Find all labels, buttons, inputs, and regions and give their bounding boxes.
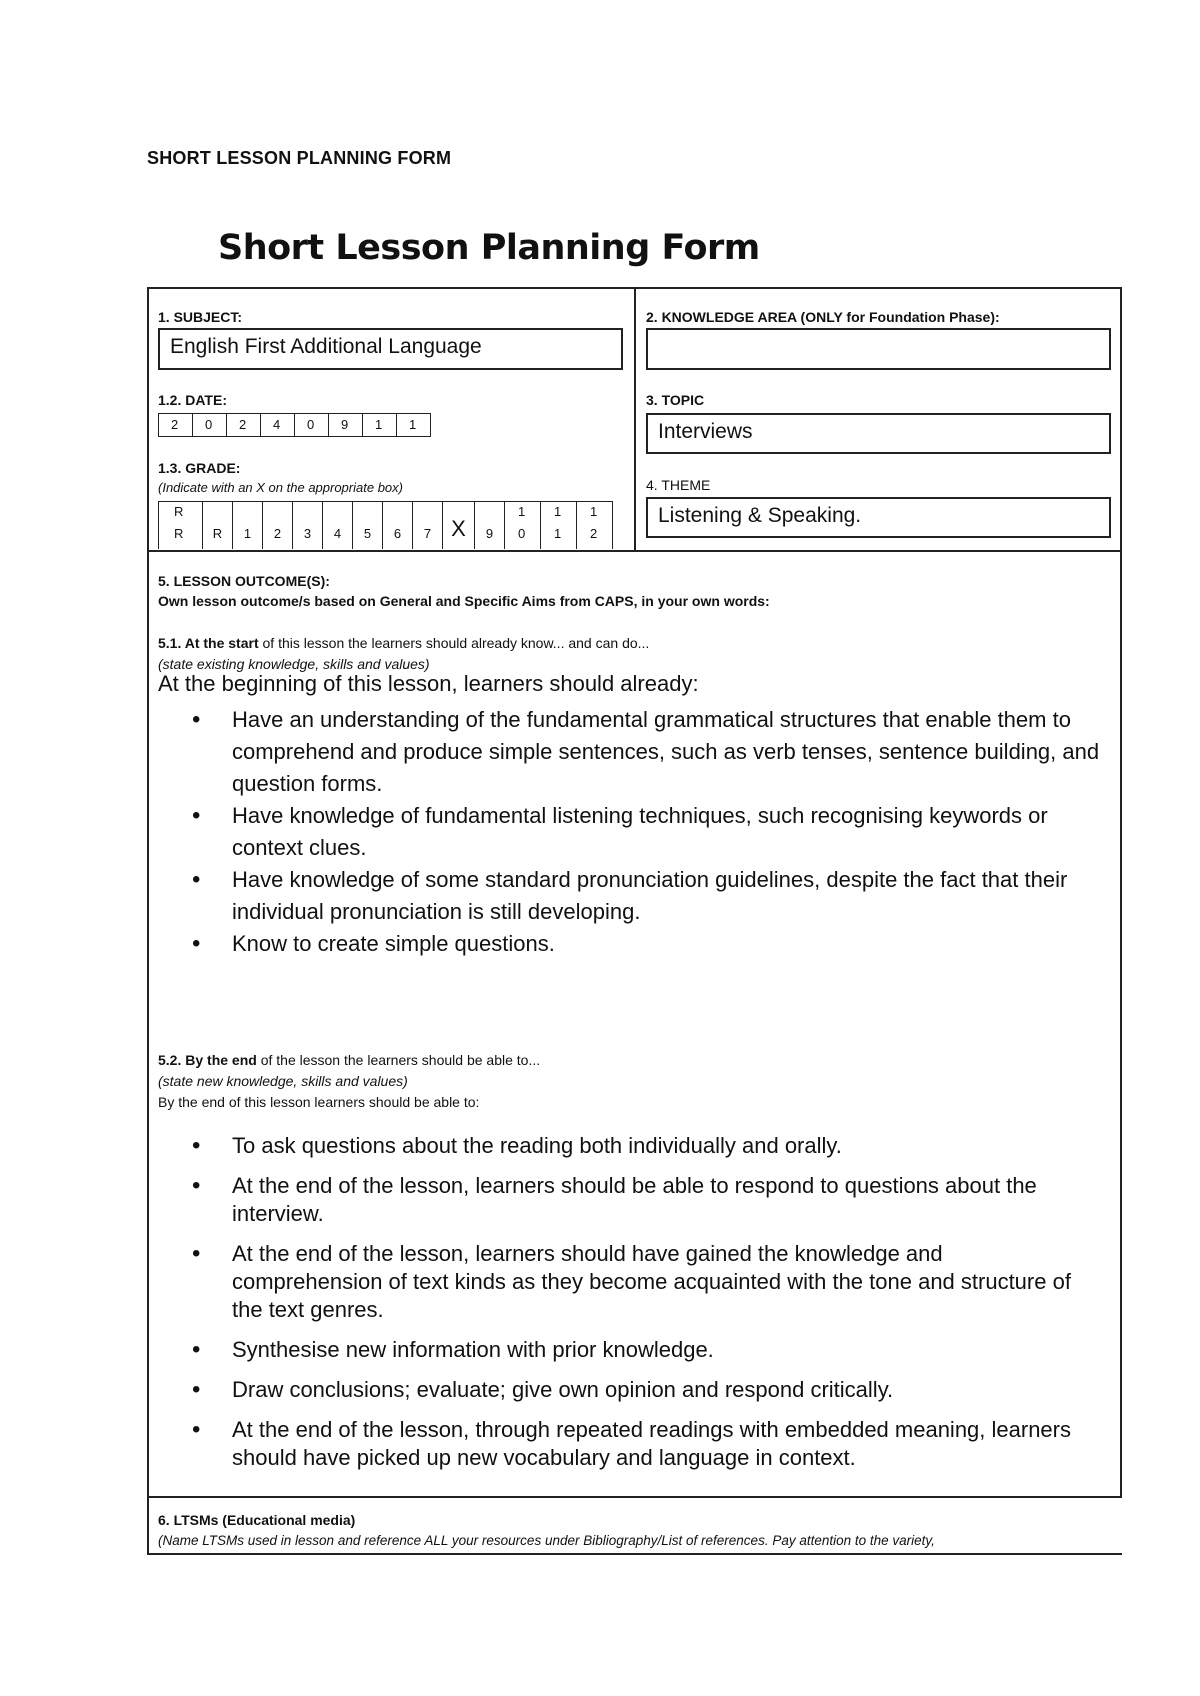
date-digit[interactable]: 9 xyxy=(329,414,363,436)
ltsm-label: 6. LTSMs (Educational media) xyxy=(158,1512,356,1528)
date-digit[interactable]: 1 xyxy=(397,414,431,436)
theme-field[interactable]: Listening & Speaking. xyxy=(646,497,1111,538)
subject-field[interactable]: English First Additional Language xyxy=(158,328,623,370)
row-divider-2 xyxy=(147,1496,1122,1498)
ltsm-hint: (Name LTSMs used in lesson and reference ALL your resources under Bibliography/List of references. Pay attention to the variety, xyxy=(158,1533,935,1548)
date-digit[interactable]: 4 xyxy=(261,414,295,436)
lesson-outcomes-sublabel: Own lesson outcome/s based on General and Specific Aims from CAPS, in your own words: xyxy=(158,593,770,609)
grade-cell[interactable]: 1 2 xyxy=(577,502,613,549)
list-item: • Synthesise new information with prior knowledge. xyxy=(160,1336,1080,1364)
grade-cell[interactable]: 1 xyxy=(233,502,263,549)
start-outcome-intro: At the beginning of this lesson, learners should already: xyxy=(158,671,699,696)
grade-hint: (Indicate with an X on the appropriate box) xyxy=(158,480,403,495)
table-bottom-border xyxy=(147,1553,1122,1555)
grade-cell-selected[interactable]: X xyxy=(443,502,475,549)
list-item: • At the end of the lesson, learners should have gained the knowledge and comprehension of text kinds as they become acquainted with the tone and structure of the text genres. xyxy=(160,1240,1080,1324)
grade-cell[interactable]: 9 xyxy=(475,502,505,549)
grade-cell[interactable]: 4 xyxy=(323,502,353,549)
grade-label: 1.3. GRADE: xyxy=(158,460,241,476)
knowledge-area-label: 2. KNOWLEDGE AREA (ONLY for Foundation Phase): xyxy=(646,309,1000,325)
row-divider-1 xyxy=(147,550,1122,552)
list-item: • Have knowledge of fundamental listening techniques, such recognising keywords or context clues. xyxy=(160,800,1110,864)
end-outcome-list xyxy=(160,1132,1080,1484)
table-right-border xyxy=(1120,287,1122,1497)
list-item: • At the end of the lesson, learners should be able to respond to questions about the interview. xyxy=(160,1172,1080,1228)
start-outcome-heading: 5.1. At the start of this lesson the learners should already know... and can do... xyxy=(158,635,650,651)
start-outcome-list xyxy=(160,704,1110,960)
theme-label: 4. THEME xyxy=(646,477,711,493)
grade-cell[interactable]: 5 xyxy=(353,502,383,549)
document-heading: SHORT LESSON PLANNING FORM xyxy=(147,148,452,168)
date-digit[interactable]: 0 xyxy=(295,414,329,436)
grade-boxes[interactable] xyxy=(158,501,613,549)
date-label: 1.2. DATE: xyxy=(158,392,227,408)
grade-cell[interactable]: 1 0 xyxy=(505,502,541,549)
list-item: • Know to create simple questions. xyxy=(160,928,1110,960)
end-outcome-intro: By the end of this lesson learners should be able to: xyxy=(158,1094,480,1110)
grade-cell[interactable]: 3 xyxy=(293,502,323,549)
table-middle-divider xyxy=(634,287,636,551)
topic-field[interactable]: Interviews xyxy=(646,413,1111,454)
grade-cell[interactable]: 1 1 xyxy=(541,502,577,549)
start-outcome-hint: (state existing knowledge, skills and values) xyxy=(158,656,430,672)
lesson-plan-form xyxy=(147,287,1122,1554)
subject-label: 1. SUBJECT: xyxy=(158,309,243,325)
grade-cell[interactable]: 7 xyxy=(413,502,443,549)
table-left-border xyxy=(147,287,149,1554)
list-item: • Draw conclusions; evaluate; give own opinion and respond critically. xyxy=(160,1376,1080,1404)
date-digit[interactable]: 1 xyxy=(363,414,397,436)
form-title: Short Lesson Planning Form xyxy=(218,228,760,268)
list-item: • At the end of the lesson, through repeated readings with embedded meaning, learners should have picked up new vocabulary and language in context. xyxy=(160,1416,1080,1472)
list-item: • Have an understanding of the fundamental grammatical structures that enable them to comprehend and produce simple sentences, such as verb tenses, sentence building, and question forms. xyxy=(160,704,1110,800)
grade-cell[interactable]: 2 xyxy=(263,502,293,549)
date-digit[interactable]: 2 xyxy=(227,414,261,436)
date-digit[interactable]: 0 xyxy=(193,414,227,436)
grade-cell[interactable]: R xyxy=(203,502,233,549)
date-digit[interactable]: 2 xyxy=(159,414,193,436)
knowledge-area-field[interactable] xyxy=(646,328,1111,370)
topic-label: 3. TOPIC xyxy=(646,392,705,408)
grade-cell[interactable]: R R xyxy=(159,502,203,549)
list-item: • To ask questions about the reading both individually and orally. xyxy=(160,1132,1080,1160)
end-outcome-hint: (state new knowledge, skills and values) xyxy=(158,1073,408,1089)
list-item: • Have knowledge of some standard pronunciation guidelines, despite the fact that their individual pronunciation is still developing. xyxy=(160,864,1110,928)
date-boxes[interactable] xyxy=(158,413,431,437)
lesson-outcomes-label: 5. LESSON OUTCOME(S): xyxy=(158,573,330,589)
end-outcome-heading: 5.2. By the end of the lesson the learners should be able to... xyxy=(158,1052,541,1068)
grade-cell[interactable]: 6 xyxy=(383,502,413,549)
